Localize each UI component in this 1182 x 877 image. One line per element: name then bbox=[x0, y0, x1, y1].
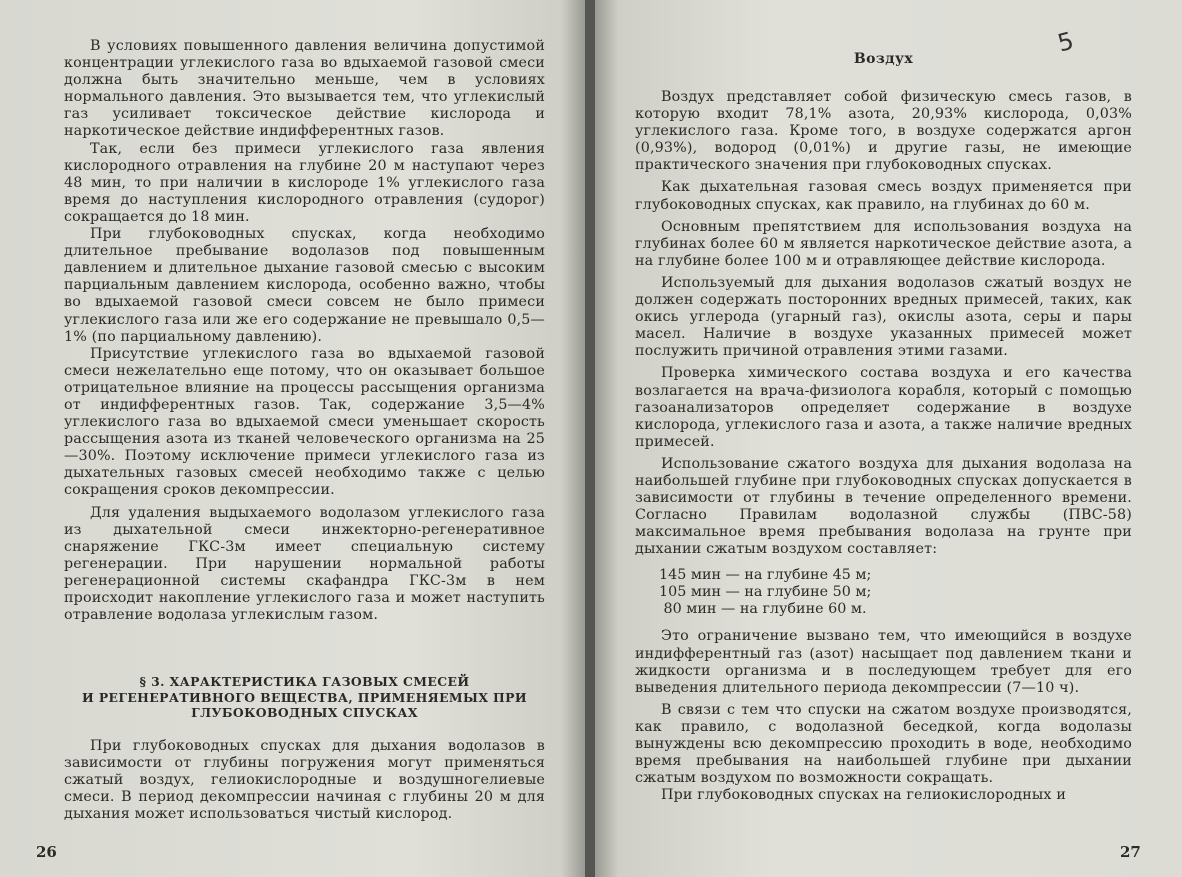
section-heading bbox=[64, 674, 545, 721]
paragraph: Основным препятствием для использования воздуха на глубинах более 60 м является наркотическое действие азота, а на глубине более 100 м и отравляющее действие кислорода. bbox=[635, 218, 1132, 269]
paragraph: Это ограничение вызвано тем, что имеющийся в воздухе индифферентный газ (азот) насыщает под давлением ткани и жидкости организма и в последующем требует для его выведения длительного периода декомпрессии (7—10 ч). bbox=[635, 628, 1132, 696]
paragraph: Для удаления выдыхаемого водолазом углекислого газа из дыхательной смеси инжекторно-регенеративное снаряжение ГКС-3м имеет специальную систему регенерации. При нарушении нормальной работы регенерационной системы скафандра ГКС-3м в нем происходит накопление углекислого газа и может наступить отравление водолаза углекислым газом. bbox=[64, 504, 545, 624]
paragraph: Используемый для дыхания водолазов сжатый воздух не должен содержать посторонних вредных примесей, таких, как окись углерода (угарный газ), окислы азота, серы и пары масел. Наличие в воздухе указанных примесей может послужить причиной отравления этими газами. bbox=[635, 274, 1132, 360]
section-heading-line: § 3. ХАРАКТЕРИСТИКА ГАЗОВЫХ СМЕСЕЙ bbox=[139, 674, 470, 690]
section-heading-line: ГЛУБОКОВОДНЫХ СПУСКАХ bbox=[191, 705, 418, 721]
paragraph: В условиях повышенного давления величина допустимой концентрации углекислого газа во вдыхаемой газовой смеси должна быть значительно меньше, чем в условиях нормального давления. Это вызывается тем, что углекислый газ усиливает токсическое действие кислорода и наркотическое действие индифферентных газов. bbox=[64, 38, 545, 140]
subsection-title: Воздух bbox=[853, 51, 914, 67]
paragraph: При глубоководных спусках на гелиокислородных и bbox=[661, 787, 1067, 804]
paragraph: При глубоководных спусках для дыхания водолазов в зависимости от глубины погружения могут применяться сжатый воздух, гелиокислородные и воздушногелиевые смеси. В период декомпрессии начиная с глубины 20 м для дыхания может использоваться чистый кислород. bbox=[64, 737, 545, 823]
time-limits-list bbox=[659, 567, 1132, 618]
handwritten-mark: 5 bbox=[1054, 26, 1077, 58]
page-number-right: 27 bbox=[1120, 843, 1141, 861]
paragraph: Как дыхательная газовая смесь воздух применяется при глубоководных спусках, как правило, на глубинах до 60 м. bbox=[635, 179, 1132, 213]
paragraph: Воздух представляет собой физическую смесь газов, в которую входит 78,1% азота, 20,93% кислорода, 0,03% углекислого газа. Кроме того, в воздухе содержатся аргон (0,93%), водород (0,01%) и другие газы, не имеющие практического значения при глубоководных спусках. bbox=[635, 89, 1132, 174]
paragraph: При глубоководных спусках, когда необходимо длительное пребывание водолазов под повышенным давлением и длительное дыхание газовой смесью с высоким парциальным давлением кислорода, особенно важно, чтобы во вдыхаемой газовой смеси совсем не было примеси углекислого газа или же его содержание не превышало 0,5—1% (по парциальному давлению). bbox=[64, 226, 545, 345]
left-page bbox=[0, 0, 585, 877]
list-item: 105 мин — на глубине 50 м; bbox=[659, 584, 872, 601]
paragraph: Использование сжатого воздуха для дыхания водолаза на наибольшей глубине при глубоководных спусках допускается в зависимости от глубины в течение определенного времени. Согласно Правилам водолазной службы (ПВС-58) максимальное время пребывания водолаза на грунте при дыхании сжатым воздухом составляет: bbox=[635, 455, 1132, 558]
right-page bbox=[595, 0, 1182, 877]
page-number-left: 26 bbox=[36, 843, 57, 861]
list-item: 145 мин — на глубине 45 м; bbox=[659, 567, 872, 584]
paragraph: Присутствие углекислого газа во вдыхаемой газовой смеси нежелательно еще потому, что он оказывает большое отрицательное влияние на процессы рассыщения организма от индифферентных газов. Так, содержание 3,5—4% углекислого газа во вдыхаемой смеси уменьшает скорость рассыщения азота из тканей человеческого организма на 25—30%. Поэтому исключение примеси углекислого газа из дыхательных газовых смесей необходимо также с целью сокращения сроков декомпрессии. bbox=[64, 345, 545, 499]
paragraph: Так, если без примеси углекислого газа явления кислородного отравления на глубине 20 м наступают через 48 мин, то при наличии в кислороде 1% углекислого газа время до наступления кислородного отравления (судорог) сокращается до 18 мин. bbox=[64, 140, 545, 225]
section-heading-line: И РЕГЕНЕРАТИВНОГО ВЕЩЕСТВА, ПРИМЕНЯЕМЫХ ПРИ bbox=[82, 689, 527, 705]
paragraph: В связи с тем что спуски на сжатом воздухе производятся, как правило, с водолазной беседкой, когда водолазы вынуждены всю декомпрессию проходить в воде, необходимо время пребывания на наибольшей глубине при дыхании сжатым воздухом по возможности сокращать. bbox=[635, 701, 1132, 787]
list-item: 80 мин — на глубине 60 м. bbox=[659, 601, 867, 618]
book-gutter bbox=[585, 0, 595, 877]
paragraph: Проверка химического состава воздуха и его качества возлагается на врача-физиолога корабля, который с помощью газоанализаторов определяет содержание в воздухе кислорода, углекислого газа и азота, а также наличие вредных примесей. bbox=[635, 365, 1132, 450]
